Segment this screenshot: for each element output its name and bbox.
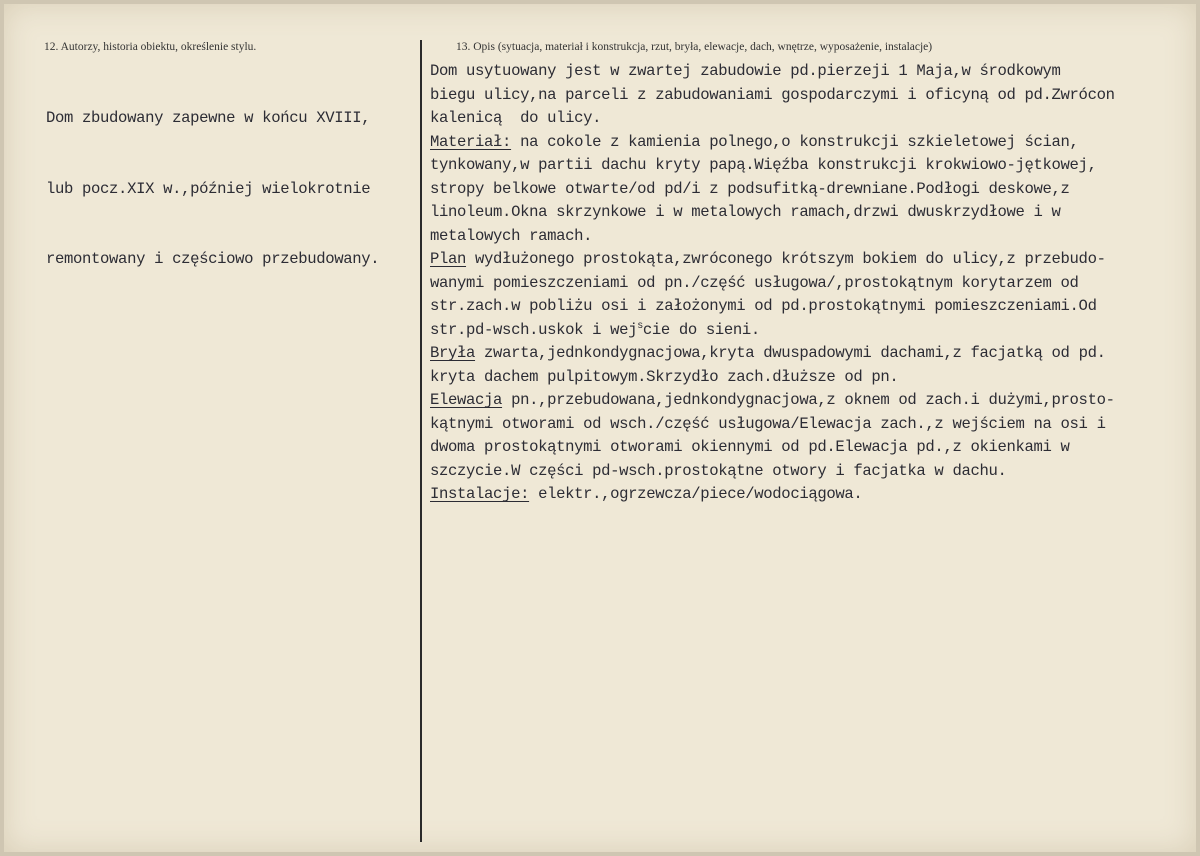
superscript-letter: s bbox=[637, 320, 643, 332]
text-line bbox=[430, 225, 1115, 249]
line-text: dwoma prostokątnymi otworami okiennymi od pd.Elewacja pd.,z okienkami w bbox=[430, 438, 1070, 456]
document-sheet bbox=[4, 4, 1196, 852]
text-line bbox=[430, 272, 1115, 296]
text-line bbox=[430, 483, 1115, 507]
text-line bbox=[430, 107, 1115, 131]
line-text: pn.,przebudowana,jednkondygnacjowa,z oknem od zach.i dużymi,prosto- bbox=[502, 391, 1115, 409]
text-line: remontowany i częściowo przebudowany. bbox=[46, 250, 380, 268]
text-line bbox=[430, 319, 1115, 343]
section-13-header: 13. Opis (sytuacja, materiał i konstrukcja, rzut, bryła, elewacje, dach, wnętrze, wyposażenie, instalacje) bbox=[456, 41, 933, 53]
text-line bbox=[430, 460, 1115, 484]
text-line bbox=[430, 389, 1115, 413]
text-line bbox=[430, 84, 1115, 108]
subsection-heading: Elewacja bbox=[430, 391, 503, 409]
line-text: szczycie.W części pd-wsch.prostokątne otwory i facjatka w dachu. bbox=[430, 461, 1007, 480]
text-line bbox=[430, 60, 1115, 84]
line-text: kątnymi otworami od wsch./część usługowa/Elewacja zach.,z wejściem na osi i bbox=[430, 414, 1106, 433]
text-line bbox=[430, 154, 1115, 178]
subsection-heading: Bryła bbox=[430, 344, 476, 362]
subsection-heading: Instalacje: bbox=[430, 485, 530, 503]
section-13-text bbox=[430, 60, 1115, 507]
subsection-heading: Materiał: bbox=[430, 132, 512, 151]
line-text: linoleum.Okna skrzynkowe i w metalowych ramach,drzwi dwuskrzydłowe i w bbox=[430, 203, 1061, 221]
line-text: elektr.,ogrzewcza/piece/wodociągowa. bbox=[529, 485, 863, 503]
line-text: kalenicą do ulicy. bbox=[430, 109, 602, 127]
line-text: Dom usytuowany jest w zwartej zabudowie pd.pierzeji 1 Maja,w środkowym bbox=[430, 62, 1061, 80]
line-text: wanymi pomieszczeniami od pn./część usługowa/,prostokątnym korytarzem od bbox=[430, 273, 1079, 292]
text-line bbox=[430, 201, 1115, 225]
text-line bbox=[430, 342, 1115, 366]
section-12-header: 12. Autorzy, historia obiektu, określenie stylu. bbox=[44, 41, 257, 53]
line-text: stropy belkowe otwarte/od pd/i z podsufitką-drewniane.Podłogi deskowe,z bbox=[430, 179, 1070, 198]
text-line bbox=[430, 366, 1115, 390]
line-text: biegu ulicy,na parceli z zabudowaniami gospodarczymi i oficyną od pd.Zwrócon bbox=[430, 85, 1115, 104]
text-line bbox=[430, 295, 1115, 319]
subsection-heading: Plan bbox=[430, 250, 467, 268]
line-text: kryta dachem pulpitowym.Skrzydło zach.dłuższe od pn. bbox=[430, 367, 899, 386]
text-line bbox=[430, 436, 1115, 460]
line-text: zwarta,jednkondygnacjowa,kryta dwuspadowymi dachami,z facjatką od pd. bbox=[475, 344, 1106, 362]
line-text: metalowych ramach. bbox=[430, 226, 593, 245]
line-text-tail: cie do sieni. bbox=[642, 320, 760, 339]
text-line bbox=[430, 131, 1115, 155]
text-line bbox=[430, 178, 1115, 202]
line-text: na cokole z kamienia polnego,o konstrukcji szkieletowej ścian, bbox=[511, 132, 1079, 151]
text-line bbox=[430, 248, 1115, 272]
line-text: tynkowany,w partii dachu kryty papą.Więźba konstrukcji krokwiowo-jętkowej, bbox=[430, 156, 1097, 174]
line-text: str.pd-wsch.uskok i wej bbox=[430, 320, 638, 339]
text-line: lub pocz.XIX w.,później wielokrotnie bbox=[46, 179, 371, 198]
line-text: str.zach.w pobliżu osi i założonymi od pd.prostokątnymi pomieszczeniami.Od bbox=[430, 297, 1097, 315]
text-line: Dom zbudowany zapewne w końcu XVIII, bbox=[46, 109, 371, 127]
section-12-text bbox=[46, 60, 379, 319]
text-line bbox=[430, 413, 1115, 437]
line-text: wydłużonego prostokąta,zwróconego krótszym bokiem do ulicy,z przebudo- bbox=[466, 250, 1106, 268]
column-divider bbox=[420, 40, 422, 842]
